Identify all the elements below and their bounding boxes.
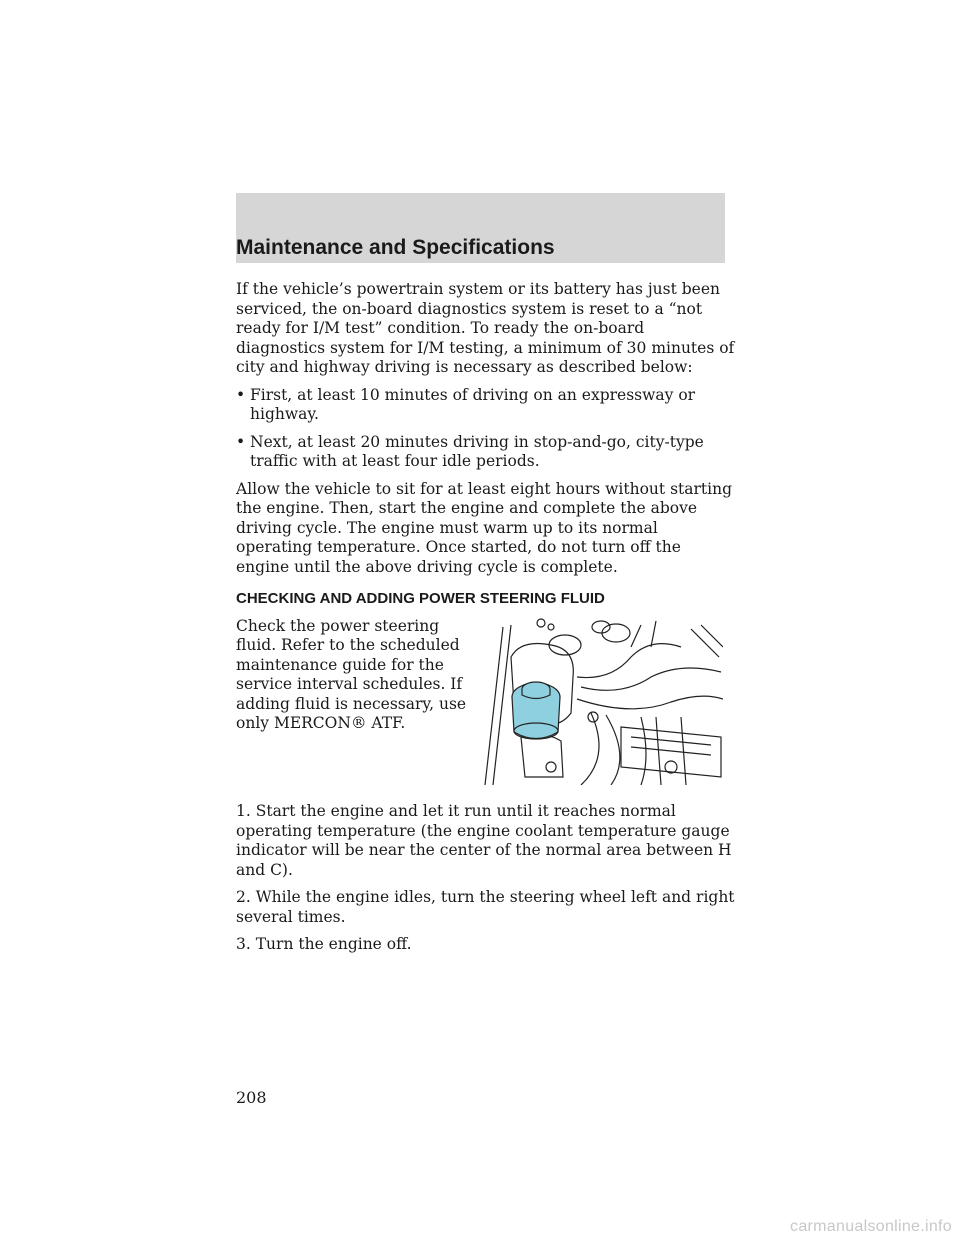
bullet-symbol: • — [236, 385, 246, 404]
intro-paragraph: If the vehicle’s powertrain system or its battery has just been serviced, the on-board diagnostics system is reset to a “not ready for I/M test” condition. To ready the on-board diagnostics system for I/M testing, a minimum of 30 minutes of city and highway driving is necessary as described below: — [236, 280, 735, 376]
page-title: Maintenance and Specifications — [236, 236, 555, 259]
step-1: 1. Start the engine and let it run until it reaches normal operating temperature (the engine coolant temperature gauge indicator will be near the center of the normal area between H and C). — [236, 802, 732, 879]
bullet-text: Next, at least 20 minutes driving in stop-and-go, city-type traffic with at least four idle periods. — [250, 432, 704, 470]
section-heading: CHECKING AND ADDING POWER STEERING FLUID — [236, 590, 605, 607]
bullet-item — [236, 386, 736, 425]
step-2: 2. While the engine idles, turn the steering wheel left and right several times. — [236, 888, 735, 926]
step-3: 3. Turn the engine off. — [236, 935, 412, 953]
allow-paragraph: Allow the vehicle to sit for at least eight hours without starting the engine. Then, start the engine and complete the above driving cycle. The engine must warm up to its normal operating temperature. Once started, do not turn off the engine until the above driving cycle is complete. — [236, 479, 732, 576]
watermark: carmanualsonline.info — [790, 1218, 952, 1235]
bullet-symbol: • — [236, 432, 246, 451]
bullet-item — [236, 433, 736, 472]
page-content — [236, 280, 736, 963]
engine-bay-illustration — [481, 617, 723, 791]
figure-text: Check the power steering fluid. Refer to the scheduled maintenance guide for the service interval schedules. If adding fluid is necessary, use only MERCON® ATF. — [236, 616, 467, 732]
engine-bay-icon — [481, 617, 723, 785]
bullet-text: First, at least 10 minutes of driving on an expressway or highway. — [250, 385, 696, 423]
page-number: 208 — [236, 1088, 267, 1107]
figure-row — [236, 617, 736, 791]
